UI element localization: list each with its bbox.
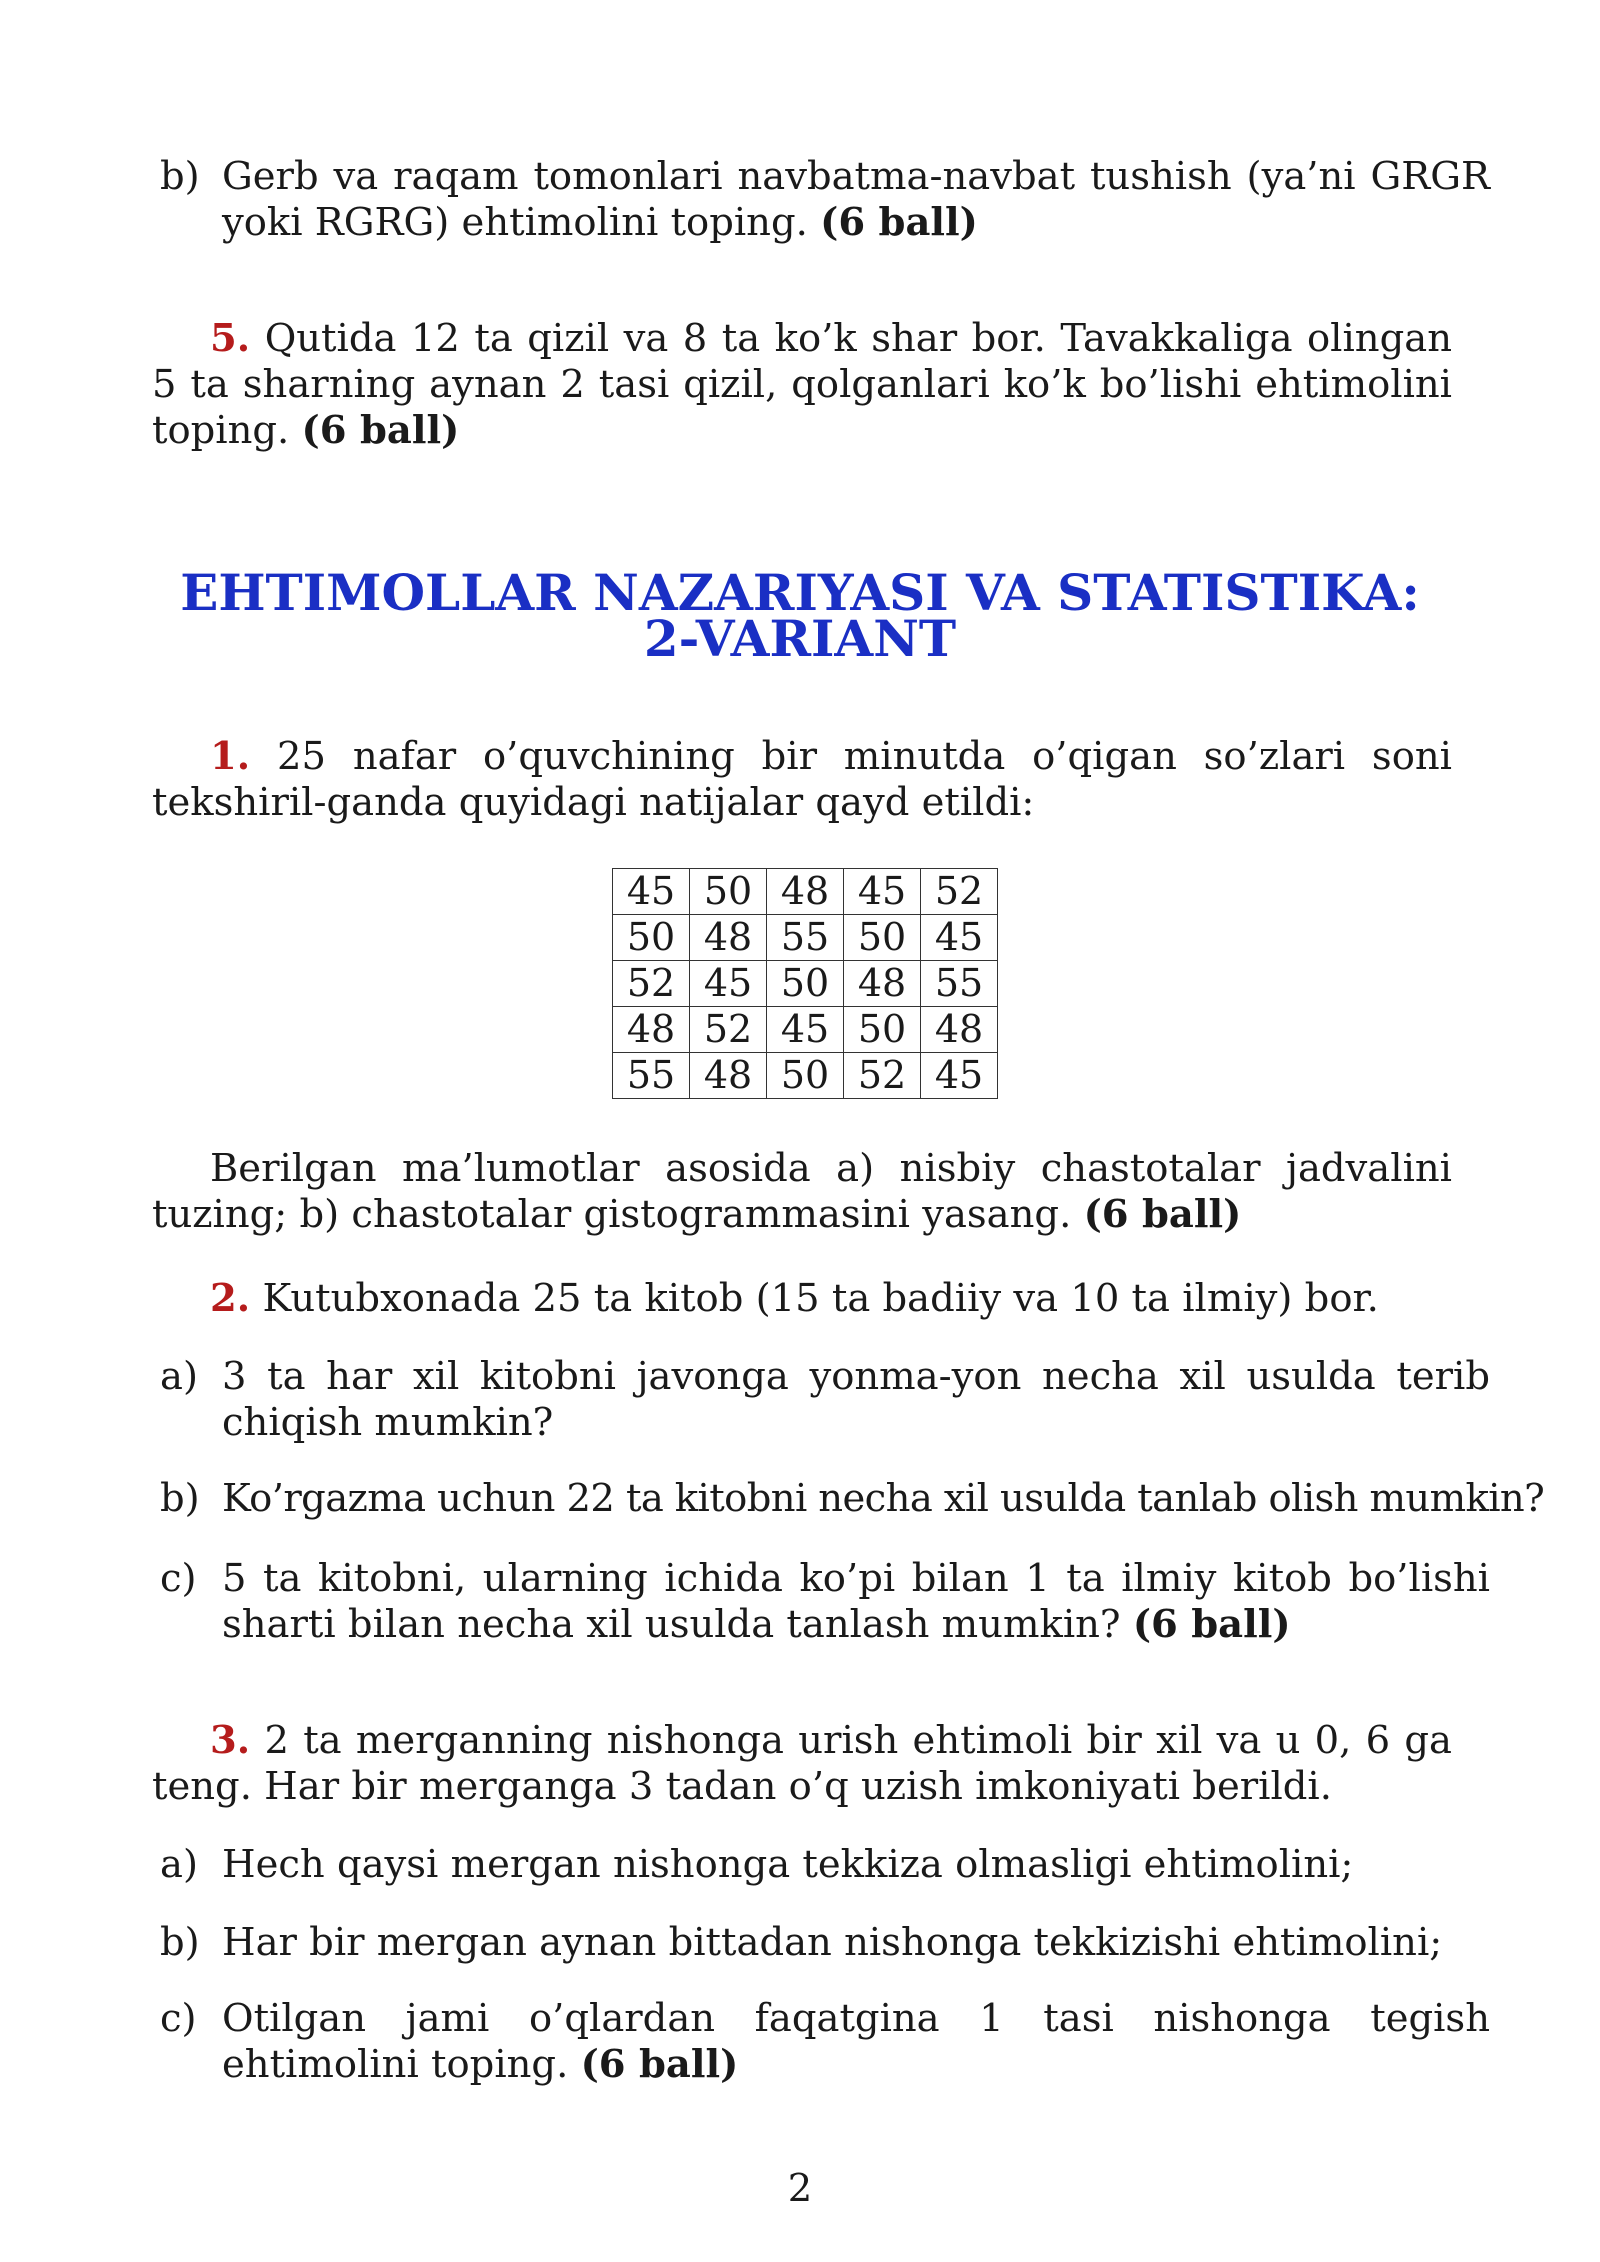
table-cell: 45: [844, 869, 921, 915]
question-number: 3.: [210, 1718, 251, 1763]
item-text: Otilgan jami o’qlardan faqatgina 1 tasi nishonga tegish ehtimolini toping.: [222, 1996, 1490, 2087]
table-cell: 50: [690, 869, 767, 915]
table-row: [613, 1053, 998, 1099]
item-label: a): [160, 1354, 198, 1399]
table-cell: 48: [844, 961, 921, 1007]
table-row: [613, 961, 998, 1007]
table-cell: 55: [613, 1053, 690, 1099]
item-label: b): [160, 154, 200, 199]
question-text: Kutubxonada 25 ta kitob (15 ta badiiy va 10 ta ilmiy) bor.: [262, 1276, 1379, 1321]
points-label: (6 ball): [820, 200, 978, 245]
question-number: 1.: [210, 734, 251, 779]
table-cell: 48: [613, 1007, 690, 1053]
points-label: (6 ball): [580, 2042, 739, 2087]
item-label: c): [160, 1556, 197, 1601]
table-row: [613, 1007, 998, 1053]
table-cell: 50: [844, 1007, 921, 1053]
points-label: (6 ball): [1132, 1602, 1291, 1647]
table-cell: 52: [844, 1053, 921, 1099]
question-number: 2.: [210, 1276, 251, 1321]
item-text: Hech qaysi mergan nishonga tekkiza olmasligi ehtimolini;: [222, 1842, 1354, 1887]
points-label: (6 ball): [301, 408, 460, 453]
item-label: c): [160, 1996, 197, 2041]
question-3-item-a: [160, 1842, 1490, 1888]
item-label: b): [160, 1920, 200, 1965]
question-text: Qutida 12 ta qizil va 8 ta ko’k shar bor. Tavakkaliga olingan 5 ta sharning aynan 2 tasi qizil, qolganlari ko’k bo’lishi ehtimolini toping.: [152, 316, 1452, 453]
question-3-item-c: [160, 1996, 1490, 2088]
question-text: 2 ta merganning nishonga urish ehtimoli bir xil va u 0, 6 ga teng. Har bir merganga 3 tadan o’q uzish imkoniyati berildi.: [152, 1718, 1452, 1809]
question-2-item-c: [160, 1556, 1490, 1648]
question-1: [152, 734, 1452, 826]
item-label: a): [160, 1842, 198, 1887]
table-cell: 45: [613, 869, 690, 915]
variant-heading: [0, 563, 1600, 668]
question-3-item-b: [160, 1920, 1490, 1966]
list-item-b-coin: [160, 154, 1490, 246]
table-cell: 52: [921, 869, 998, 915]
heading-line-2: 2-VARIANT: [643, 609, 957, 668]
item-text: 3 ta har xil kitobni javonga yonma-yon necha xil usulda terib chiqish mumkin?: [222, 1354, 1490, 1445]
table-cell: 50: [613, 915, 690, 961]
table-cell: 50: [767, 1053, 844, 1099]
question-text: 25 nafar o’quvchining bir minutda o’qigan so’zlari soni tekshiril-ganda quyidagi natijalar qayd etildi:: [152, 734, 1452, 825]
item-text: 5 ta kitobni, ularning ichida ko’pi bilan 1 ta ilmiy kitob bo’lishi sharti bilan necha xil usulda tanlash mumkin?: [222, 1556, 1490, 1647]
table-cell: 48: [690, 915, 767, 961]
item-text: Gerb va raqam tomonlari navbatma-navbat tushish (ya’ni GRGR yoki RGRG) ehtimolini toping.: [222, 154, 1490, 245]
task-text: Berilgan ma’lumotlar asosida a) nisbiy chastotalar jadvalini tuzing; b) chastotalar gistogrammasini yasang.: [152, 1146, 1452, 1237]
table-cell: 55: [767, 915, 844, 961]
item-text: Har bir mergan aynan bittadan nishonga tekkizishi ehtimolini;: [222, 1920, 1443, 1965]
table-cell: 48: [690, 1053, 767, 1099]
table-cell: 52: [613, 961, 690, 1007]
item-label: b): [160, 1476, 200, 1521]
question-2: [152, 1276, 1452, 1322]
data-table: [612, 868, 998, 1099]
table-cell: 52: [690, 1007, 767, 1053]
question-2-item-b: [160, 1476, 1545, 1522]
table-cell: 45: [767, 1007, 844, 1053]
points-label: (6 ball): [1083, 1192, 1242, 1237]
question-2-item-a: [160, 1354, 1490, 1446]
page-number: 2: [787, 2166, 813, 2211]
heading-line-1: EHTIMOLLAR NAZARIYASI VA STATISTIKA:: [180, 563, 1420, 622]
table-cell: 45: [921, 1053, 998, 1099]
table-cell: 50: [767, 961, 844, 1007]
question-number: 5.: [210, 316, 251, 361]
question-3: [152, 1718, 1452, 1810]
table-cell: 48: [921, 1007, 998, 1053]
table-cell: 55: [921, 961, 998, 1007]
question-1-task: [152, 1146, 1452, 1238]
table-row: [613, 915, 998, 961]
table-row: [613, 869, 998, 915]
table-cell: 48: [767, 869, 844, 915]
table-cell: 45: [921, 915, 998, 961]
question-5: [152, 316, 1452, 454]
item-text: Ko’rgazma uchun 22 ta kitobni necha xil usulda tanlab olish mumkin?: [222, 1476, 1545, 1521]
table-cell: 50: [844, 915, 921, 961]
table-cell: 45: [690, 961, 767, 1007]
